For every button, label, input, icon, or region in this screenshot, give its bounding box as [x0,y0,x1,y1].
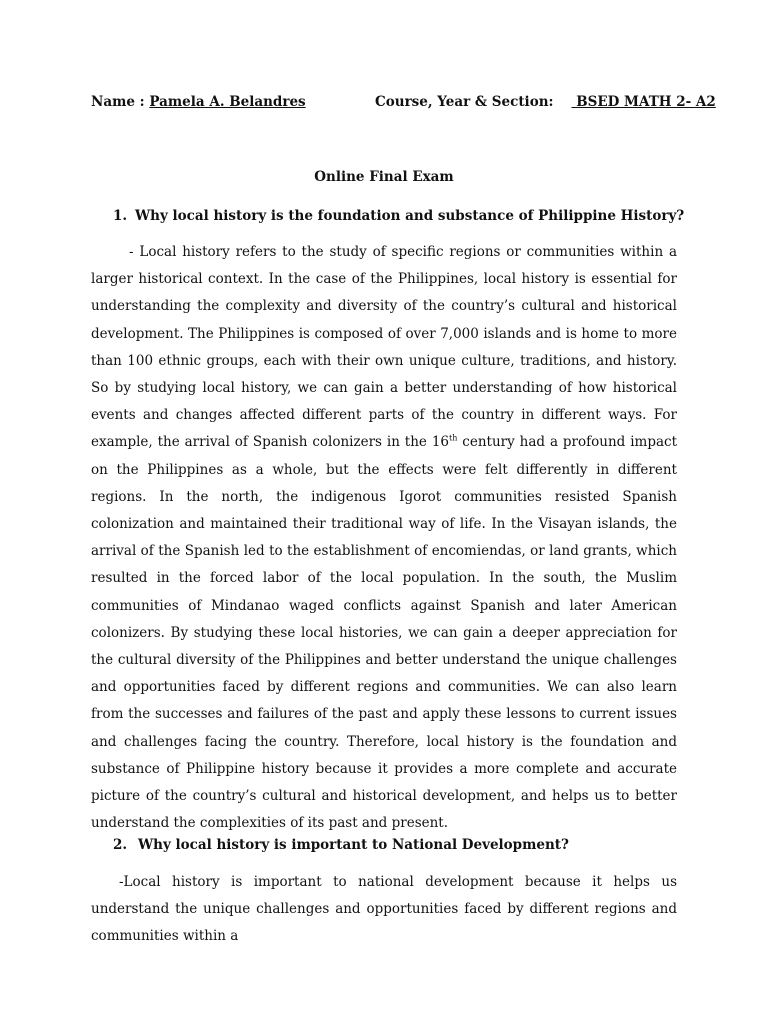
answer-text: -Local history is important to national development because it helps us understand the unique challenges and opportunities faced by different regions and communities within a [91,874,677,945]
course-label: Course, Year & Section: [375,94,554,110]
ordinal-superscript: th [449,433,458,443]
name-label: Name : [91,94,145,110]
question-2 [113,836,569,854]
answer-2 [91,869,677,945]
answer-1 [91,239,677,837]
answer-text-part1: - Local history refers to the study of specific regions or communities within a larger historical context. In the case of the Philippines, local history is essential for understanding the complexity and diversity of the country’s cultural and historical development. The Philippines is composed of over 7,000 islands and is home to more than 100 ethnic groups, each with their own unique culture, traditions, and history. So by studying local history, we can gain a better understanding of how historical events and changes affected different parts of the country in different ways. For example, the arrival of Spanish colonizers in the 16 [91,244,677,451]
course-field [375,93,716,111]
answer-text-part2: century had a profound impact on the Philippines as a whole, but the effects were felt differently in different regions. In the north, the indigenous Igorot communities resisted Spanish colonization and maintained their traditional way of life. In the Visayan islands, the arrival of the Spanish led to the establishment of encomiendas, or land grants, which resulted in the forced labor of the local population. In the south, the Muslim communities of Mindanao waged conflicts against Spanish and later American colonizers. By studying these local histories, we can gain a deeper appreciation for the cultural diversity of the Philippines and better understand the unique challenges and opportunities faced by different regions and communities. We can also learn from the successes and failures of the past and apply these lessons to current issues and challenges facing the country. Therefore, local history is the foundation and substance of Philippine history because it provides a more complete and accurate picture of the country’s cultural and historical development, and helps us to better understand the complexities of its past and present. [91,434,677,832]
question-number: 1. [113,208,128,224]
exam-title: Online Final Exam [314,169,454,185]
question-text: Why local history is important to National Development? [138,837,569,853]
question-number: 2. [113,837,128,853]
question-1 [113,207,684,225]
name-field [91,93,306,111]
course-value: BSED MATH 2- A2 [571,94,716,110]
question-text: Why local history is the foundation and substance of Philippine History? [135,208,685,224]
name-value: Pamela A. Belandres [149,94,306,110]
